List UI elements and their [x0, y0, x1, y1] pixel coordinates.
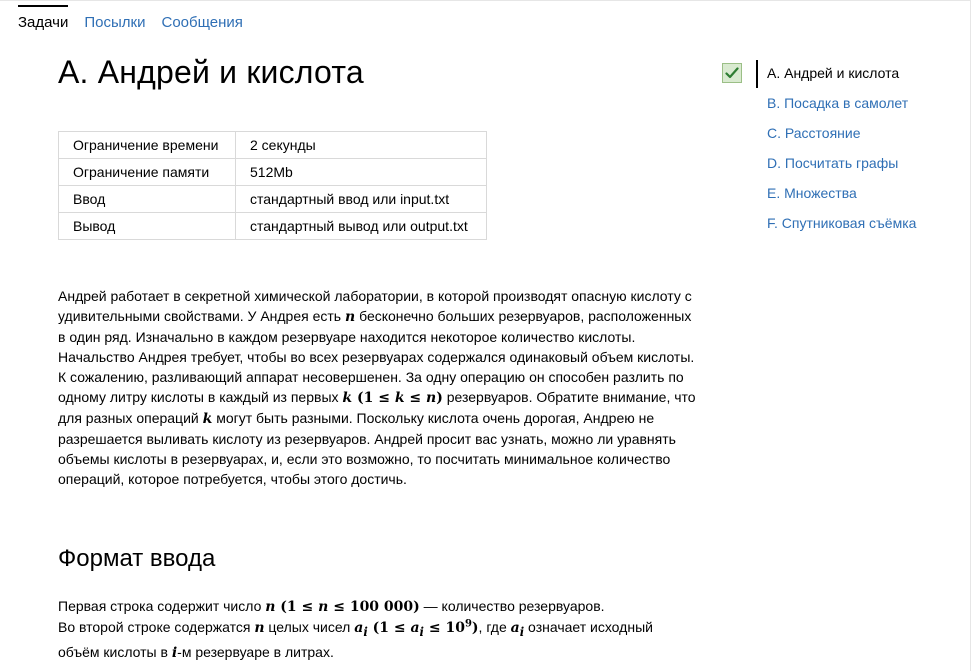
- tab-tasks[interactable]: Задачи: [18, 14, 68, 35]
- format-text: означает исходный объём кислоты в: [58, 619, 653, 660]
- math-var: i: [171, 644, 178, 661]
- math-var: k: [202, 411, 213, 427]
- nav-item-c[interactable]: C. Расстояние: [767, 125, 861, 141]
- statement-text: могут быть разными. Поскольку кислота очень дорогая, Андрею не разрешается выливать кислоту из резервуаров. Андрей просит вас узнать, можно ли уравнять объемы кислоты в резервуарах, и, если это возможно, то посчитать минимальное количество операций, которое потребуется, чтобы этого достичь.: [58, 410, 676, 487]
- nav-item-d[interactable]: D. Посчитать графы: [767, 155, 899, 171]
- math-text: (1 ≤: [367, 620, 411, 636]
- limit-label: Вывод: [59, 213, 236, 240]
- input-format-text: [58, 596, 698, 663]
- top-border: [0, 0, 971, 1]
- table-row: [59, 159, 487, 186]
- math-text: (1 ≤: [352, 390, 395, 406]
- active-indicator: [756, 60, 758, 88]
- limit-value: стандартный ввод или input.txt: [236, 186, 487, 213]
- math-var: k: [342, 390, 353, 406]
- limit-label: Ограничение памяти: [59, 159, 236, 186]
- problem-list: [767, 65, 971, 245]
- math-sub: i: [519, 624, 525, 639]
- math-var: n: [265, 599, 276, 615]
- table-row: [59, 132, 487, 159]
- math-sub: i: [363, 624, 368, 639]
- limit-value: стандартный вывод или output.txt: [236, 213, 487, 240]
- nav-item-e[interactable]: E. Множества: [767, 185, 857, 201]
- math-var: n: [345, 309, 356, 325]
- input-format-heading: Формат ввода: [58, 545, 216, 572]
- math-var: k: [394, 390, 405, 406]
- format-text: целых чисел: [264, 619, 355, 635]
- math-text: ≤ 10: [423, 620, 465, 636]
- check-icon: [722, 63, 742, 83]
- limit-value: 512Mb: [236, 159, 487, 186]
- math-var: n: [318, 599, 329, 615]
- table-row: [59, 213, 487, 240]
- format-text: -м резервуаре в литрах.: [177, 643, 334, 660]
- tab-submissions[interactable]: Посылки: [84, 14, 146, 31]
- math-text: ≤ 100 000): [328, 599, 420, 615]
- math-text: (1 ≤: [275, 599, 319, 615]
- format-text: Первая строка содержит число: [58, 598, 266, 614]
- nav-item-f[interactable]: F. Спутниковая съёмка: [767, 215, 917, 231]
- statement-text: бесконечно больших резервуаров, расположенных в один ряд. Изначально в каждом резервуаре находится некоторое количество кислоты. Начальство Андрея требует, чтобы во всех резервуарах содержался одинаковый объем кислоты. К сожалению, разливающий аппарат несовершенен. За одну операцию он способен разлить по одному литру кислоты в каждый из первых: [58, 308, 695, 405]
- math-text: ≤: [404, 390, 427, 406]
- math-text: ): [471, 620, 479, 636]
- math-var: n: [254, 620, 265, 636]
- math-var: a: [354, 620, 364, 636]
- format-text: , где: [478, 619, 511, 635]
- problem-statement: [58, 286, 698, 489]
- math-var: a: [410, 620, 420, 636]
- statement-text: Андрей работает в секретной химической лаборатории, в которой производят опасную кислоту с удивительными свойствами. У Андрея есть: [58, 288, 692, 324]
- math-var: a: [510, 620, 520, 636]
- limit-label: Ограничение времени: [59, 132, 236, 159]
- math-text: ): [436, 390, 443, 406]
- math-sub: i: [419, 624, 424, 639]
- limit-label: Ввод: [59, 186, 236, 213]
- format-text: — количество резервуаров.: [419, 598, 605, 614]
- format-text: Во второй строке содержатся: [58, 619, 255, 635]
- problem-title: A. Андрей и кислота: [58, 54, 364, 90]
- nav-item-a[interactable]: A. Андрей и кислота: [767, 65, 900, 81]
- top-tabs: [18, 14, 259, 35]
- limit-value: 2 секунды: [236, 132, 487, 159]
- math-var: n: [426, 390, 437, 406]
- math-exp: 9: [464, 618, 472, 630]
- table-row: [59, 186, 487, 213]
- nav-item-b[interactable]: B. Посадка в самолет: [767, 95, 909, 111]
- statement-text: резервуаров. Обратите внимание, что для разных операций: [58, 389, 696, 426]
- limits-table: [58, 131, 487, 240]
- tab-messages[interactable]: Сообщения: [161, 14, 243, 31]
